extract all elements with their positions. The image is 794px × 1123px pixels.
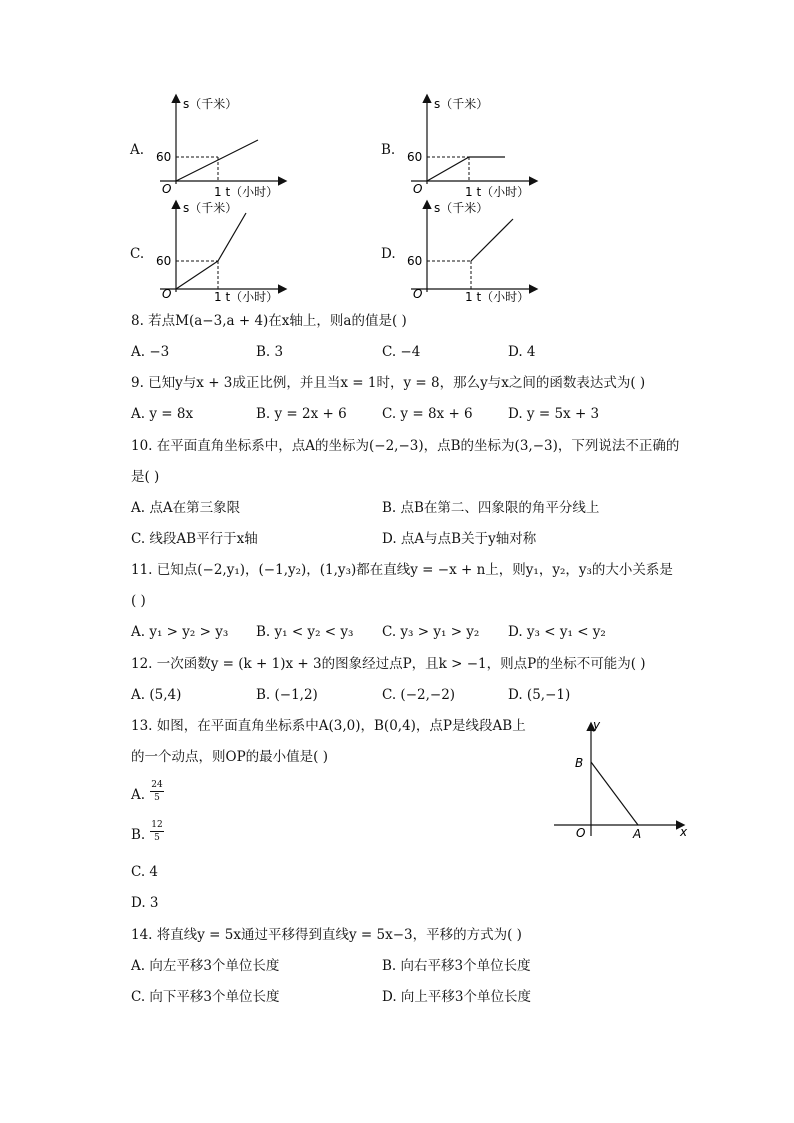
q11-option-a: A. y₁ > y₂ > y₃ bbox=[131, 624, 229, 640]
graph-a-line bbox=[176, 140, 258, 181]
q13-option-d: D. 3 bbox=[131, 895, 159, 911]
q13-option-b-denominator: 5 bbox=[154, 833, 160, 843]
q13-option-a-denominator: 5 bbox=[154, 793, 160, 803]
graph-a bbox=[150, 90, 290, 202]
q13-option-a-numerator: 24 bbox=[151, 780, 163, 790]
graph-b-line bbox=[427, 157, 505, 181]
q13-y-label: y bbox=[593, 718, 601, 732]
q13-origin-label: O bbox=[576, 826, 586, 840]
graph-d bbox=[401, 194, 541, 306]
q10-option-c: C. 线段AB平行于x轴 bbox=[131, 531, 258, 547]
graph-c bbox=[150, 194, 290, 306]
q9-option-b: B. y = 2x + 6 bbox=[256, 406, 347, 422]
q10-option-a: A. 点A在第三象限 bbox=[131, 500, 241, 516]
q11-stem-line1: 11. 已知点(−2,y₁)，(−1,y₂)，(1,y₃)都在直线y = −x + n上，则y₁，y₂，y₃的大小关系是 bbox=[131, 562, 673, 578]
q12-option-b: B. (−1,2) bbox=[256, 687, 318, 703]
graph-b-t-axis: 1 t（小时） bbox=[465, 185, 530, 199]
q13-segment-ab bbox=[591, 762, 638, 825]
q8-option-d: D. 4 bbox=[508, 344, 536, 360]
q11-option-d: D. y₃ < y₁ < y₂ bbox=[508, 624, 606, 640]
q13-point-b-label: B bbox=[575, 756, 584, 770]
graph-d-line bbox=[471, 219, 513, 261]
graph-a-s-axis: s（千米） bbox=[183, 97, 238, 111]
q13-option-a-label: A. bbox=[131, 787, 146, 803]
graph-c-t-axis: 1 t（小时） bbox=[214, 290, 279, 304]
q14-option-c: C. 向下平移3个单位长度 bbox=[131, 989, 280, 1005]
graph-d-label: D. bbox=[381, 246, 396, 262]
q14-option-b: B. 向右平移3个单位长度 bbox=[382, 958, 531, 974]
graph-b-label: B. bbox=[381, 142, 396, 158]
graph-b-origin: O bbox=[413, 182, 423, 196]
q8-stem: 8. 若点M(a−3,a + 4)在x轴上，则a的值是( ) bbox=[131, 313, 407, 329]
q10-option-b: B. 点B在第二、四象限的角平分线上 bbox=[382, 500, 600, 516]
q11-stem-line2: ( ) bbox=[131, 593, 146, 609]
graph-d-tick: 60 bbox=[407, 254, 423, 268]
graph-d-t-axis: 1 t（小时） bbox=[465, 290, 530, 304]
graph-a-tick: 60 bbox=[156, 150, 172, 164]
q10-option-d: D. 点A与点B关于y轴对称 bbox=[382, 531, 537, 547]
graph-c-origin: O bbox=[162, 287, 172, 301]
q13-option-a-fraction bbox=[150, 780, 164, 803]
graph-c-line bbox=[176, 213, 246, 289]
q11-option-c: C. y₃ > y₁ > y₂ bbox=[382, 624, 480, 640]
q12-option-a: A. (5,4) bbox=[131, 687, 182, 703]
graph-a-t-axis: 1 t（小时） bbox=[214, 185, 279, 199]
q10-stem-line1: 10. 在平面直角坐标系中，点A的坐标为(−2,−3)，点B的坐标为(3,−3)，下列说法不正确的 bbox=[131, 438, 680, 454]
q10-stem-line2: 是( ) bbox=[131, 469, 160, 485]
q11-option-b: B. y₁ < y₂ < y₃ bbox=[256, 624, 354, 640]
q9-stem: 9. 已知y与x + 3成正比例，并且当x = 1时，y = 8，那么y与x之间的函数表达式为( ) bbox=[131, 375, 646, 391]
q13-stem-line2: 的一个动点，则OP的最小值是( ) bbox=[131, 749, 328, 765]
graph-c-s-axis: s（千米） bbox=[183, 201, 238, 215]
graph-b-tick: 60 bbox=[407, 150, 423, 164]
graph-a-origin: O bbox=[162, 182, 172, 196]
q14-option-d: D. 向上平移3个单位长度 bbox=[382, 989, 532, 1005]
q13-figure bbox=[550, 712, 700, 844]
q13-point-a-label: A bbox=[633, 827, 642, 841]
q12-option-d: D. (5,−1) bbox=[508, 687, 571, 703]
graph-b bbox=[401, 90, 541, 202]
q13-option-b-label: B. bbox=[131, 827, 146, 843]
graph-c-tick: 60 bbox=[156, 254, 172, 268]
q14-stem: 14. 将直线y = 5x通过平移得到直线y = 5x−3，平移的方式为( ) bbox=[131, 927, 522, 943]
q8-option-b: B. 3 bbox=[256, 344, 284, 360]
q13-x-label: x bbox=[680, 825, 688, 839]
q13-stem-line1: 13. 如图，在平面直角坐标系中A(3,0)，B(0,4)，点P是线段AB上 bbox=[131, 718, 526, 734]
q8-option-c: C. −4 bbox=[382, 344, 421, 360]
q13-option-b-fraction bbox=[150, 820, 164, 843]
graph-b-s-axis: s（千米） bbox=[434, 97, 489, 111]
q9-option-a: A. y = 8x bbox=[131, 406, 194, 422]
q13-option-c: C. 4 bbox=[131, 864, 159, 880]
q12-option-c: C. (−2,−2) bbox=[382, 687, 456, 703]
graph-d-s-axis: s（千米） bbox=[434, 201, 489, 215]
q8-option-a: A. −3 bbox=[131, 344, 170, 360]
q14-option-a: A. 向左平移3个单位长度 bbox=[131, 958, 280, 974]
q9-option-d: D. y = 5x + 3 bbox=[508, 406, 600, 422]
q9-option-c: C. y = 8x + 6 bbox=[382, 406, 473, 422]
q13-option-b-numerator: 12 bbox=[151, 820, 163, 830]
q12-stem: 12. 一次函数y = (k + 1)x + 3的图象经过点P，且k > −1，则点P的坐标不可能为( ) bbox=[131, 656, 646, 672]
graph-a-label: A. bbox=[130, 142, 145, 158]
graph-d-origin: O bbox=[413, 287, 423, 301]
graph-c-label: C. bbox=[130, 246, 145, 262]
